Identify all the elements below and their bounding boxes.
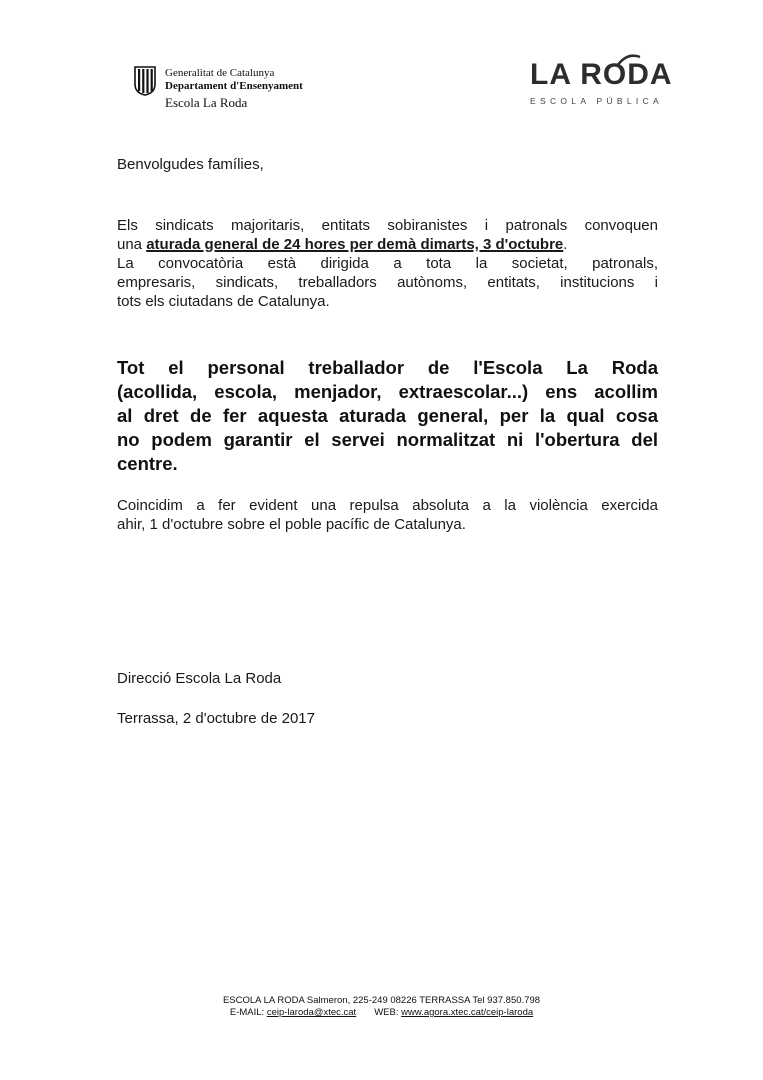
paragraph-line: Coincidim a fer evident una repulsa absoluta a la violència exercida: [117, 497, 658, 514]
la-roda-logo: [530, 58, 673, 112]
paragraph-staff-strike: [117, 356, 658, 476]
paragraph-line: tots els ciutadans de Catalunya.: [117, 293, 330, 310]
email-label: E-MAIL:: [229, 1007, 267, 1018]
paragraph-line: Els sindicats majoritaris, entitats sobiranistes i patronals convoquen: [117, 217, 658, 234]
paragraph-line: La convocatòria està dirigida a tota la societat, patronals,: [117, 255, 658, 272]
letter-date: Terrassa, 2 d'octubre de 2017: [117, 710, 315, 727]
paragraph-strike-notice: [117, 216, 658, 311]
paragraph-line: (acollida, escola, menjador, extraescolar...) ens acollim: [117, 381, 658, 402]
footer-contacts: [0, 1007, 763, 1019]
footer-address: ESCOLA LA RODA Salmeron, 225-249 08226 TERRASSA Tel 937.850.798: [222, 995, 541, 1006]
paragraph-line: centre.: [117, 453, 178, 474]
paragraph-repulse: [117, 496, 658, 534]
paragraph-line: no podem garantir el servei normalitzat ni l'obertura del: [117, 429, 658, 450]
web-label: WEB:: [374, 1007, 402, 1018]
paragraph-line: una aturada general de 24 hores per demà dimarts, 3 d'octubre.: [117, 236, 568, 253]
footer: [0, 995, 763, 1019]
web-link[interactable]: www.agora.xtec.cat/ceip-laroda: [401, 1007, 534, 1018]
paragraph-line: empresaris, sindicats, treballadors autònoms, entitats, institucions i: [117, 274, 658, 291]
logo-subtitle: ESCOLA PÚBLICA: [530, 96, 663, 106]
logo-name: LA RODA: [530, 58, 673, 91]
paragraph-line: Tot el personal treballador de l'Escola La Roda: [117, 357, 658, 378]
school-name: Escola La Roda: [165, 95, 248, 110]
paragraph-line: ahir, 1 d'octubre sobre el poble pacífic de Catalunya.: [117, 516, 466, 533]
generalitat-emblem-icon: [133, 66, 157, 96]
email-link[interactable]: ceip-laroda@xtec.cat: [266, 1007, 357, 1018]
generalitat-header: [165, 67, 303, 111]
signature: Direcció Escola La Roda: [117, 670, 282, 687]
generalitat-name: Generalitat de Catalunya: [165, 67, 275, 79]
department-name: Departament d'Ensenyament: [165, 80, 303, 92]
greeting: Benvolgudes famílies,: [117, 156, 264, 173]
paragraph-line: al dret de fer aquesta aturada general, per la qual cosa: [117, 405, 658, 426]
strike-highlight: aturada general de 24 hores per demà dimarts, 3 d'octubre: [146, 236, 564, 253]
